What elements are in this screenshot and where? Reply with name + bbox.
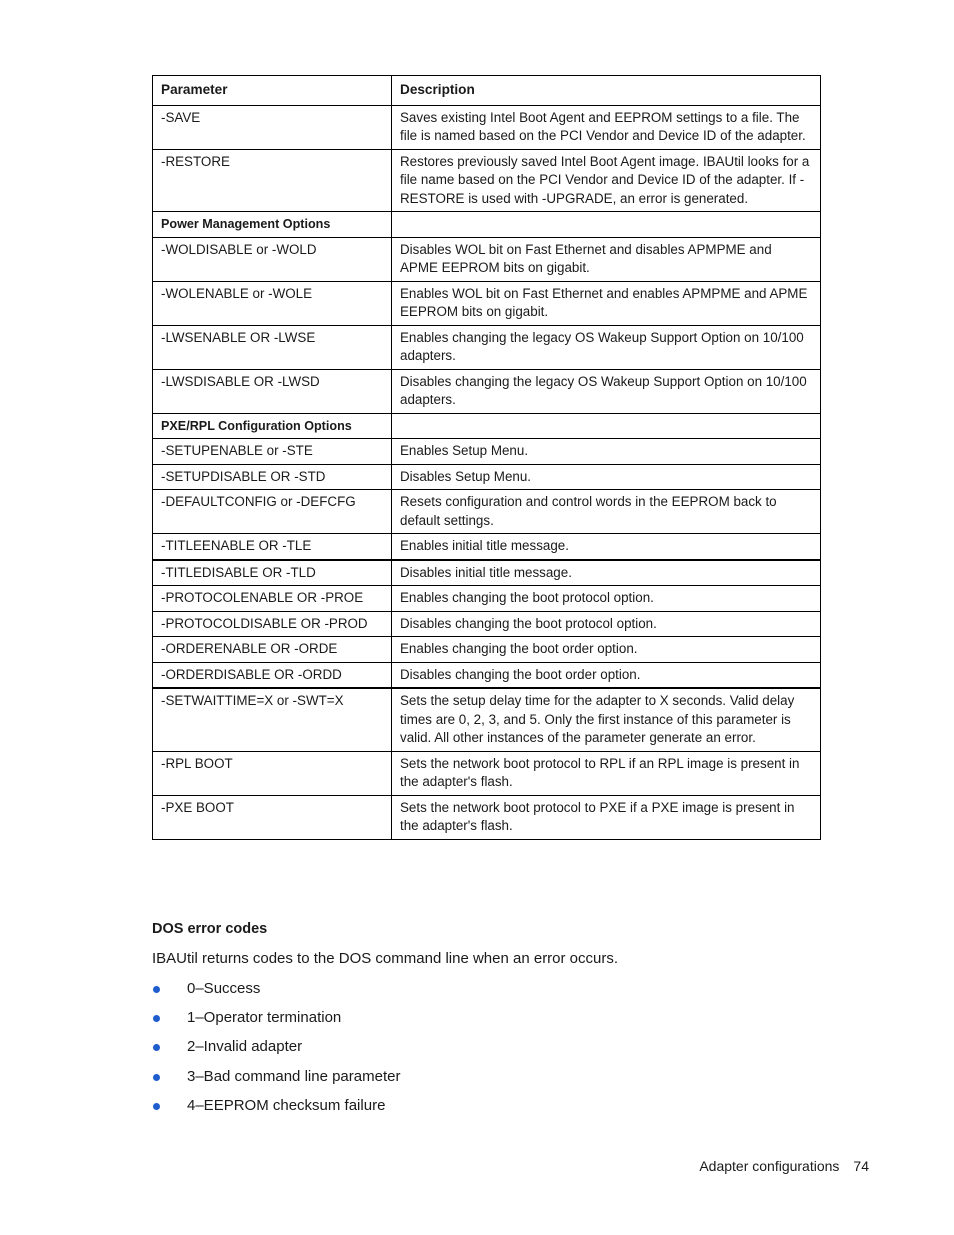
table-section-row [153,212,821,238]
parameter-cell: -PROTOCOLDISABLE OR -PROD [153,611,392,637]
page-number: 74 [853,1158,869,1174]
bullet-icon [153,1044,160,1051]
description-cell: Disables changing the legacy OS Wakeup Support Option on 10/100 adapters. [392,369,821,413]
intro-paragraph: IBAUtil returns codes to the DOS command line when an error occurs. [152,950,619,967]
error-code-text: 4–EEPROM checksum failure [187,1096,386,1114]
footer-section-title: Adapter configurations [699,1158,840,1174]
error-code-text: 0–Success [187,980,261,997]
description-cell: Sets the setup delay time for the adapter to X seconds. Valid delay times are 0, 2, 3, and 5. Only the first instance of this parameter is valid. All other instances of the parameter generate an error. [392,688,821,751]
section-label: Power Management Options [153,212,392,238]
table-row [153,662,821,688]
error-code-text: 3–Bad command line parameter [187,1067,401,1085]
table-section-row [153,413,821,439]
parameter-table [152,75,821,840]
table-row [153,439,821,465]
table-row [153,560,821,586]
table-row [153,795,821,839]
description-cell [392,413,821,439]
bullet-icon [153,986,160,993]
description-cell: Enables changing the boot order option. [392,637,821,663]
table-row [153,637,821,663]
parameter-cell: -ORDERDISABLE OR -ORDD [153,662,392,688]
description-cell: Resets configuration and control words in the EEPROM back to default settings. [392,490,821,534]
parameter-cell: -WOLENABLE or -WOLE [153,281,392,325]
description-cell: Saves existing Intel Boot Agent and EEPROM settings to a file. The file is named based on the PCI Vendor and Device ID of the adapter. [392,105,821,149]
column-header-parameter: Parameter [153,76,392,106]
table-row [153,611,821,637]
description-cell: Disables changing the boot protocol option. [392,611,821,637]
table-row [153,586,821,612]
bullet-icon [153,1015,160,1022]
error-code-text: 1–Operator termination [187,1009,342,1027]
parameter-cell: -PXE BOOT [153,795,392,839]
description-cell [392,212,821,238]
table-row [153,490,821,534]
description-cell: Restores previously saved Intel Boot Agent image. IBAUtil looks for a file name based on the PCI Vendor and Device ID of the adapter. If -RESTORE is used with -UPGRADE, an error is generated. [392,149,821,212]
table-row [153,688,821,751]
parameter-cell: -SETUPDISABLE OR -STD [153,464,392,490]
parameter-cell: -LWSDISABLE OR -LWSD [153,369,392,413]
table-row [153,281,821,325]
parameter-cell: -LWSENABLE OR -LWSE [153,325,392,369]
table-row [153,149,821,212]
description-cell: Sets the network boot protocol to RPL if an RPL image is present in the adapter's flash. [392,751,821,795]
table-header-row [153,76,821,106]
parameter-cell: -SETUPENABLE or -STE [153,439,392,465]
table-body [153,105,821,839]
description-cell: Sets the network boot protocol to PXE if a PXE image is present in the adapter's flash. [392,795,821,839]
description-cell: Disables WOL bit on Fast Ethernet and disables APMPME and APME EEPROM bits on gigabit. [392,237,821,281]
parameter-cell: -RESTORE [153,149,392,212]
section-label: PXE/RPL Configuration Options [153,413,392,439]
parameter-cell: -TITLEDISABLE OR -TLD [153,560,392,586]
table-row [153,751,821,795]
table-header [153,76,821,106]
description-cell: Disables Setup Menu. [392,464,821,490]
table-row [153,464,821,490]
table-row [153,105,821,149]
parameter-cell: -DEFAULTCONFIG or -DEFCFG [153,490,392,534]
page-footer [699,1158,869,1174]
column-header-description: Description [392,76,821,106]
description-cell: Enables initial title message. [392,534,821,560]
description-cell: Enables WOL bit on Fast Ethernet and enables APMPME and APME EEPROM bits on gigabit. [392,281,821,325]
table-row [153,534,821,560]
description-cell: Enables Setup Menu. [392,439,821,465]
parameter-cell: -SAVE [153,105,392,149]
bullet-icon [153,1103,160,1110]
table-row [153,237,821,281]
parameter-cell: -WOLDISABLE or -WOLD [153,237,392,281]
parameter-cell: -ORDERENABLE OR -ORDE [153,637,392,663]
parameter-cell: -TITLEENABLE OR -TLE [153,534,392,560]
description-cell: Enables changing the legacy OS Wakeup Support Option on 10/100 adapters. [392,325,821,369]
description-cell: Disables initial title message. [392,560,821,586]
parameter-cell: -RPL BOOT [153,751,392,795]
parameter-cell: -PROTOCOLENABLE OR -PROE [153,586,392,612]
section-heading: DOS error codes [152,921,268,937]
table-row [153,369,821,413]
description-cell: Enables changing the boot protocol option. [392,586,821,612]
bullet-icon [153,1074,160,1081]
parameter-cell: -SETWAITTIME=X or -SWT=X [153,688,392,751]
description-cell: Disables changing the boot order option. [392,662,821,688]
table-row [153,325,821,369]
error-code-text: 2–Invalid adapter [187,1038,303,1056]
